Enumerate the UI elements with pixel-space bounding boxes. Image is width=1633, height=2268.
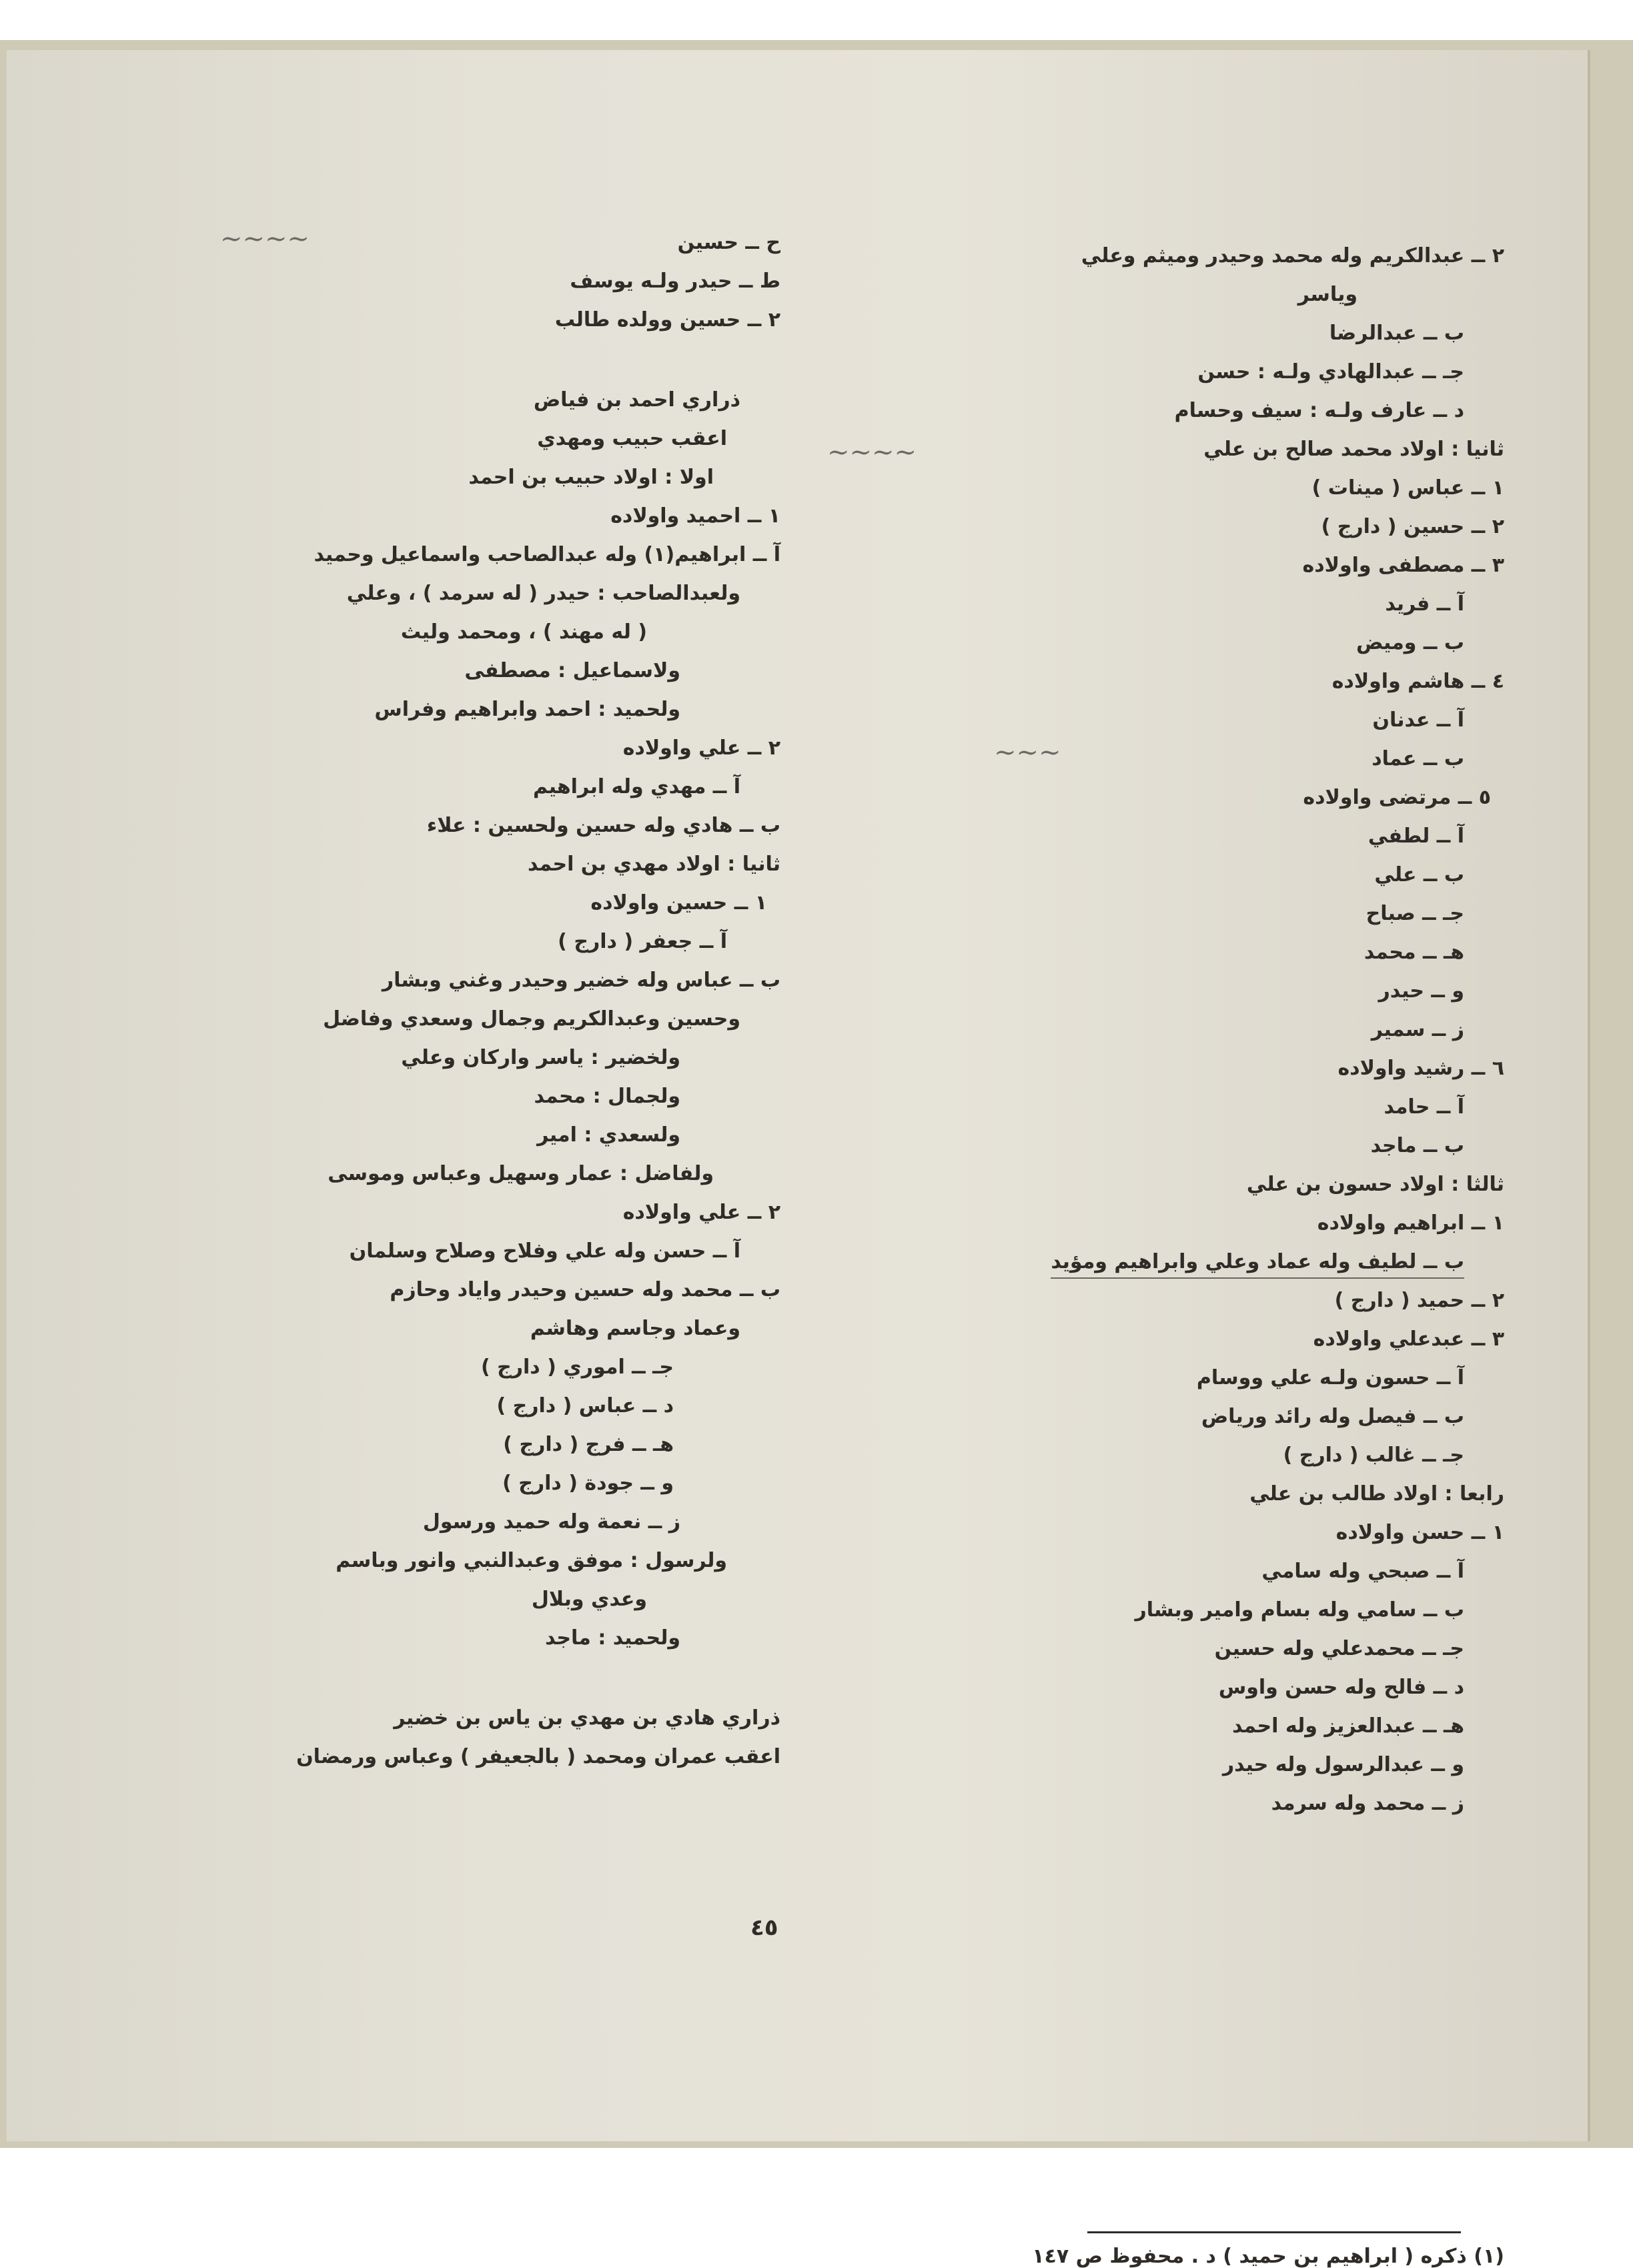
text-line: ولحميد : احمد وابراهيم وفراس (374, 698, 680, 721)
text-line: ز ــ محمد وله سرمد (1271, 1792, 1464, 1815)
text-line: ولعبدالصاحب : حيدر ( له سرمد ) ، وعلي (346, 582, 740, 605)
right-column (837, 237, 1504, 1823)
text-line: آ ــ ابراهيم(١) وله عبدالصاحب واسماعيل وحميد (314, 543, 780, 566)
text-line: ب ــ علي (1374, 863, 1464, 887)
text-line: جـ ــ غالب ( دارج ) (1283, 1444, 1464, 1467)
text-line: ب ــ ماجد (1370, 1134, 1464, 1157)
text-line: ب ــ عماد (1372, 747, 1464, 770)
text-line: آ ــ حامد (1384, 1095, 1464, 1119)
text-line: و ــ حيدر (1378, 979, 1464, 1003)
text-line: ٥ ــ مرتضى واولاده (1303, 786, 1491, 809)
text-line: اعقب عمران ومحمد ( بالجعيفر ) وعباس ورمضان (296, 1745, 780, 1768)
text-line: ذراري هادي بن مهدي بن ياس بن خضير (394, 1706, 780, 1730)
text-line: رابعا : اولاد طالب بن علي (1249, 1482, 1504, 1506)
text-line: هـ ــ محمد (1364, 941, 1464, 964)
text-line: اولا : اولاد حبيب بن احمد (468, 466, 714, 489)
spacer (73, 340, 780, 381)
text-line: ٤ ــ هاشم واولاده (1331, 670, 1504, 693)
text-line: آ ــ مهدي وله ابراهيم (533, 775, 740, 798)
text-line: جـ ــ اموري ( دارج ) (480, 1355, 674, 1379)
text-line: د ــ عباس ( دارج ) (496, 1394, 674, 1418)
text-line: آ ــ حسن وله علي وفلاح وصلاح وسلمان (349, 1239, 740, 1263)
text-line: ب ــ عباس وله خضير وحيدر وغني وبشار (382, 969, 780, 992)
text-line: جـ ــ محمدعلي وله حسين (1214, 1637, 1464, 1660)
book-page (7, 50, 1588, 2268)
text-line: ٢ ــ علي واولاده (622, 1201, 780, 1224)
text-line: ولجمال : محمد (534, 1085, 680, 1108)
text-line: ب ــ محمد وله حسين وحيدر واياد وحازم (390, 1278, 780, 1301)
spacer (73, 1658, 780, 1699)
text-line: ( له مهند ) ، ومحمد وليث (400, 620, 647, 644)
text-line: ١ ــ ابراهيم واولاده (1317, 1211, 1504, 1235)
text-line: آ ــ صبحي وله سامي (1261, 1560, 1464, 1583)
text-line: آ ــ لطفي (1368, 824, 1464, 848)
text-line: ولرسول : موفق وعبدالنبي وانور وباسم (336, 1549, 727, 1572)
text-line: ولخضير : ياسر واركان وعلي (401, 1046, 680, 1069)
text-line: ب ــ هادي وله حسين ولحسين : علاء (426, 814, 780, 837)
text-line: ز ــ نعمة وله حميد ورسول (422, 1510, 680, 1534)
text-line: هـ ــ عبدالعزيز وله احمد (1232, 1714, 1464, 1738)
text-line: ولحميد : ماجد (545, 1626, 680, 1650)
footnote-divider (1087, 2231, 1461, 2233)
text-line: جـ ــ صباح (1366, 902, 1464, 925)
text-line: هـ ــ فرج ( دارج ) (503, 1433, 674, 1456)
text-line: ط ــ حيدر ولـه يوسف (570, 269, 780, 293)
text-line: ٢ ــ حسين ( دارج ) (1321, 515, 1504, 538)
text-line: آ ــ عدنان (1372, 708, 1464, 732)
text-line: ب ــ سامي وله بسام وامير وبشار (1135, 1598, 1464, 1622)
left-column (73, 223, 780, 1776)
text-line: ثانيا : اولاد مهدي بن احمد (528, 853, 780, 876)
text-line: وعماد وجاسم وهاشم (530, 1317, 740, 1340)
text-line: ١ ــ عباس ( مينات ) (1311, 476, 1504, 500)
underlined-text: ب ــ لطيف وله عماد وعلي وابراهيم ومؤيد (1051, 1247, 1464, 1279)
text-line: ح ــ حسين (677, 231, 780, 254)
text-line: ذراري احمد بن فياض (533, 388, 740, 412)
text-line: و ــ جودة ( دارج ) (502, 1472, 674, 1495)
text-line: ب ــ عبدالرضا (1329, 322, 1464, 345)
text-line: جـ ــ عبدالهادي ولـه : حسن (1197, 360, 1464, 384)
text-line: ولفاضل : عمار وسهيل وعباس وموسى (328, 1162, 714, 1185)
text-line: ١ ــ حسين واولاده (590, 891, 767, 915)
text-line: ٢ ــ حميد ( دارج ) (1334, 1289, 1504, 1312)
text-line (837, 1243, 1504, 1281)
text-line: ٢ ــ حسين وولده طالب (554, 308, 780, 332)
text-line: ولاسماعيل : مصطفى (464, 659, 680, 682)
text-line: آ ــ حسون ولـه علي ووسام (1196, 1366, 1464, 1389)
text-line: وعدي وبلال (531, 1588, 647, 1611)
text-line: ١ ــ حسن واولاده (1335, 1521, 1504, 1544)
text-line: ٦ ــ رشيد واولاده (1337, 1057, 1504, 1080)
text-line: ثانيا : اولاد محمد صالح بن علي (1203, 438, 1504, 461)
text-line: ٣ ــ عبدعلي واولاده (1313, 1327, 1504, 1351)
page-number: ٤٥ (750, 1914, 778, 1941)
text-line: ولسعدي : امير (537, 1123, 680, 1147)
pencil-annotation: ~~~ (994, 737, 1061, 768)
text-line: آ ــ فريد (1385, 592, 1464, 616)
text-line: اعقب حبيب ومهدي (537, 427, 727, 450)
text-line: ز ــ سمير (1371, 1018, 1464, 1041)
text-line: د ــ فالح وله حسن واوس (1218, 1676, 1464, 1699)
text-line: ب ــ فيصل وله رائد ورياض (1201, 1405, 1464, 1428)
text-line: د ــ عارف ولـه : سيف وحسام (1174, 399, 1464, 422)
text-line: ب ــ وميض (1356, 631, 1464, 654)
text-line: وياسر (1297, 283, 1357, 306)
footnote: (١) ذكره ( ابراهيم بن حميد ) د . محفوظ ص ١٤٧ (1032, 2245, 1504, 2268)
text-line: وحسين وعبدالكريم وجمال وسعدي وفاضل (323, 1007, 740, 1031)
pencil-annotation: ~~~~ (827, 437, 917, 468)
text-line: ٣ ــ مصطفى واولاده (1302, 554, 1504, 577)
text-line: ٢ ــ عبدالكريم وله محمد وحيدر وميثم وعلي (1081, 244, 1504, 267)
text-line: ثالثا : اولاد حسون بن علي (1246, 1173, 1504, 1196)
pencil-annotation: ~~~~ (220, 223, 310, 254)
text-line: ٢ ــ علي واولاده (622, 736, 780, 760)
text-line: و ــ عبدالرسول وله حيدر (1222, 1753, 1464, 1776)
text-line: ١ ــ احميد واولاده (610, 504, 780, 528)
text-line: آ ــ جعفر ( دارج ) (558, 930, 727, 953)
